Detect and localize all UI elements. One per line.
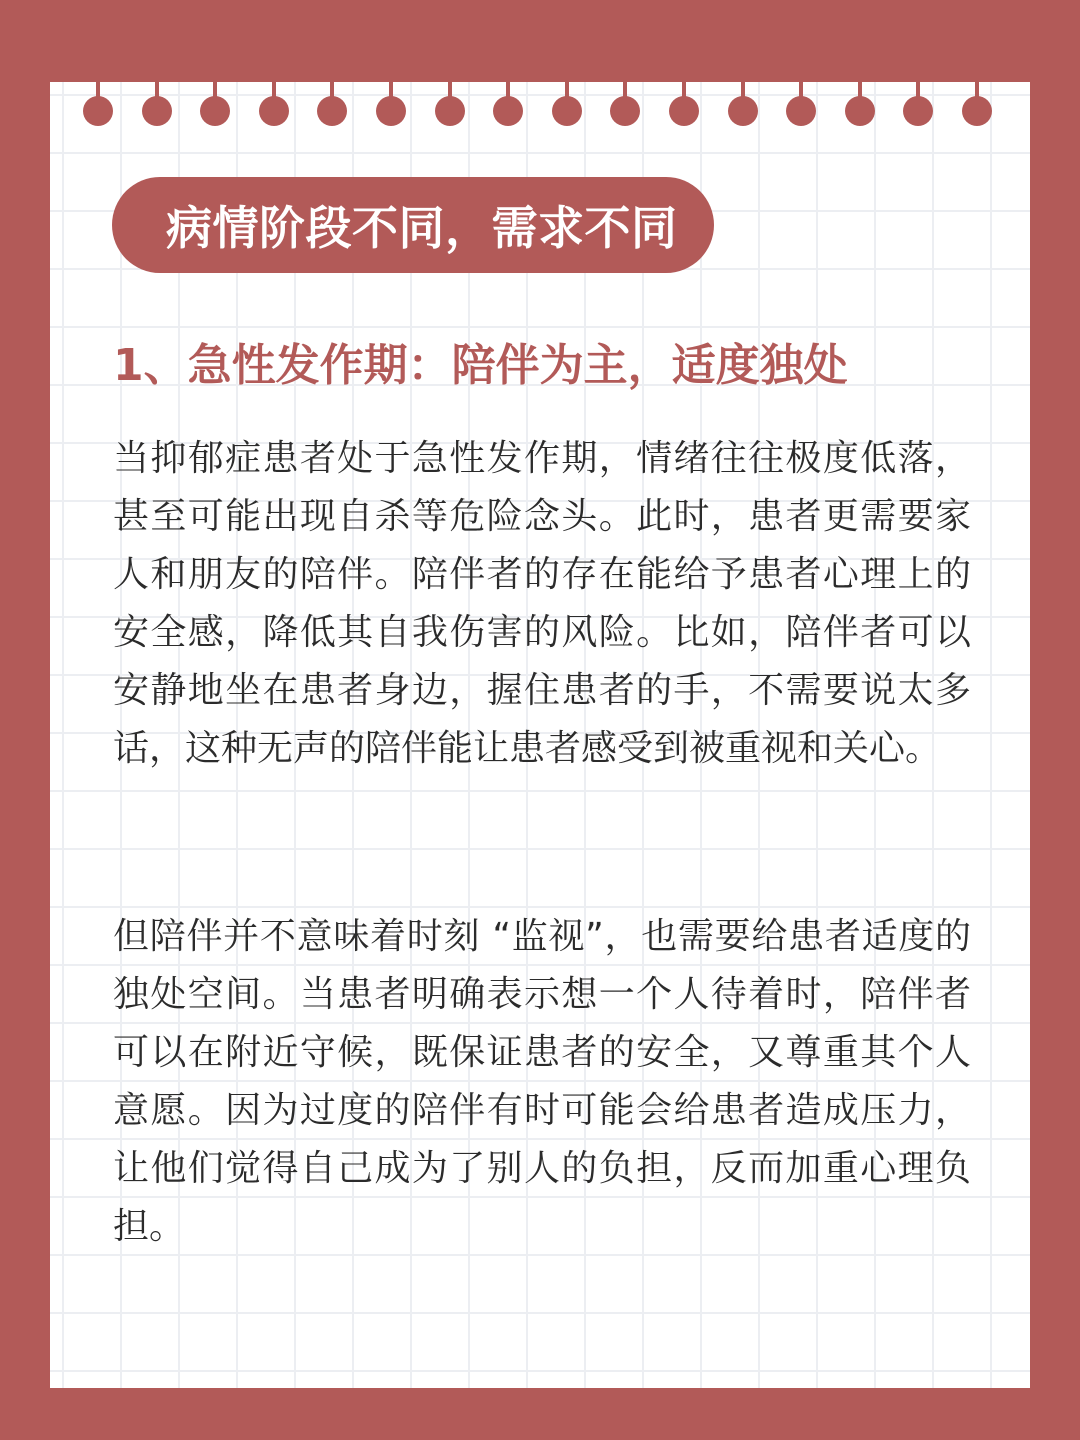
binding-hole [200, 96, 230, 126]
binding-hole [786, 96, 816, 126]
page-title [112, 177, 714, 273]
spiral-binding [50, 82, 1030, 142]
binding-hole [259, 96, 289, 126]
binding-hole [83, 96, 113, 126]
binding-hole [610, 96, 640, 126]
binding-hole [903, 96, 933, 126]
binding-hole [962, 96, 992, 126]
binding-hole [435, 96, 465, 126]
binding-hole [728, 96, 758, 126]
paragraph-acute-phase: 当抑郁症患者处于急性发作期，情绪往往极度低落，甚至可能出现自杀等危险念头。此时，患者更需要家人和朋友的陪伴。陪伴者的存在能给予患者心理上的安全感，降低其自我伤害的风险。比如，陪伴者可以安静地坐在患者身边，握住患者的手，不需要说太多话，这种无声的陪伴能让患者感受到被重视和关心。 [113, 438, 971, 769]
binding-hole [142, 96, 172, 126]
paragraph-alone-space: 但陪伴并不意味着时刻 “监视”，也需要给患者适度的独处空间。当患者明确表示想一个人待着时，陪伴者可以在附近守候，既保证患者的安全，又尊重其个人意愿。因为过度的陪伴有时可能会给患者造成压力，让他们觉得自己成为了别人的负担，反而加重心理负担。 [113, 916, 971, 1247]
binding-hole [669, 96, 699, 126]
binding-hole [317, 96, 347, 126]
binding-hole [376, 96, 406, 126]
page-title-text: 病情阶段不同，需求不同 [166, 201, 678, 255]
binding-hole [493, 96, 523, 126]
section-heading: 1、急性发作期：陪伴为主，适度独处 [113, 340, 848, 391]
binding-hole [845, 96, 875, 126]
binding-hole [552, 96, 582, 126]
